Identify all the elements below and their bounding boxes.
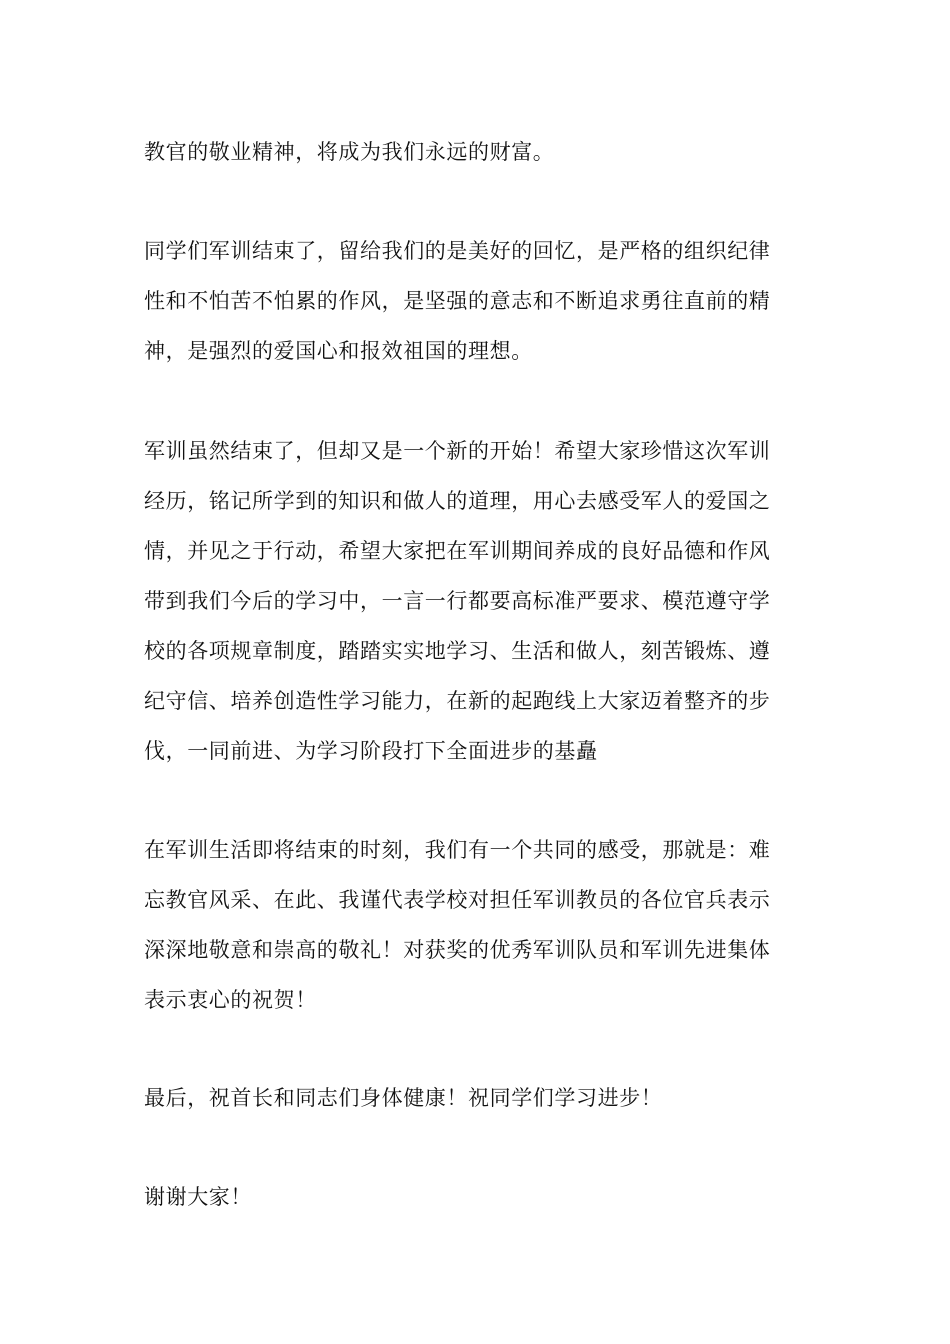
- text-line: 带到我们今后的学习中，一言一行都要高标准严要求、模范遵守学: [144, 589, 771, 613]
- paragraph-closing: [144, 1172, 809, 1222]
- paragraph-1: [144, 127, 809, 177]
- text-line: 纪守信、培养创造性学习能力，在新的起跑线上大家迈着整齐的步: [144, 689, 771, 713]
- text-line: 教官的敬业精神，将成为我们永远的财富。: [144, 140, 555, 164]
- text-line: 表示衷心的祝贺！: [144, 988, 317, 1012]
- paragraph-3: [144, 426, 809, 776]
- text-line: 同学们军训结束了，留给我们的是美好的回忆，是严格的组织纪律: [144, 239, 771, 263]
- text-line: 在军训生活即将结束的时刻，我们有一个共同的感受，那就是：难: [144, 838, 771, 862]
- text-line: 最后，祝首长和同志们身体健康！祝同学们学习进步！: [144, 1086, 663, 1110]
- text-line: 军训虽然结束了，但却又是一个新的开始！希望大家珍惜这次军训: [144, 439, 771, 463]
- text-line: 伐，一同前进、为学习阶段打下全面进步的基矗: [144, 739, 598, 763]
- paragraph-4: [144, 825, 809, 1025]
- text-line: 经历，铭记所学到的知识和做人的道理，用心去感受军人的爱国之: [144, 489, 771, 513]
- text-line: 情，并见之于行动，希望大家把在军训期间养成的良好品德和作风: [144, 539, 771, 563]
- paragraph-2: [144, 226, 809, 376]
- text-line: 性和不怕苦不怕累的作风，是坚强的意志和不断追求勇往直前的精: [144, 289, 771, 313]
- text-line: 谢谢大家！: [144, 1185, 252, 1209]
- paragraph-5: [144, 1073, 809, 1123]
- text-line: 校的各项规章制度，踏踏实实地学习、生活和做人，刻苦锻炼、遵: [144, 639, 771, 663]
- text-line: 深深地敬意和崇高的敬礼！对获奖的优秀军训队员和军训先进集体: [144, 938, 771, 962]
- text-line: 神，是强烈的爱国心和报效祖国的理想。: [144, 339, 533, 363]
- text-line: 忘教官风采、在此、我谨代表学校对担任军训教员的各位官兵表示: [144, 888, 771, 912]
